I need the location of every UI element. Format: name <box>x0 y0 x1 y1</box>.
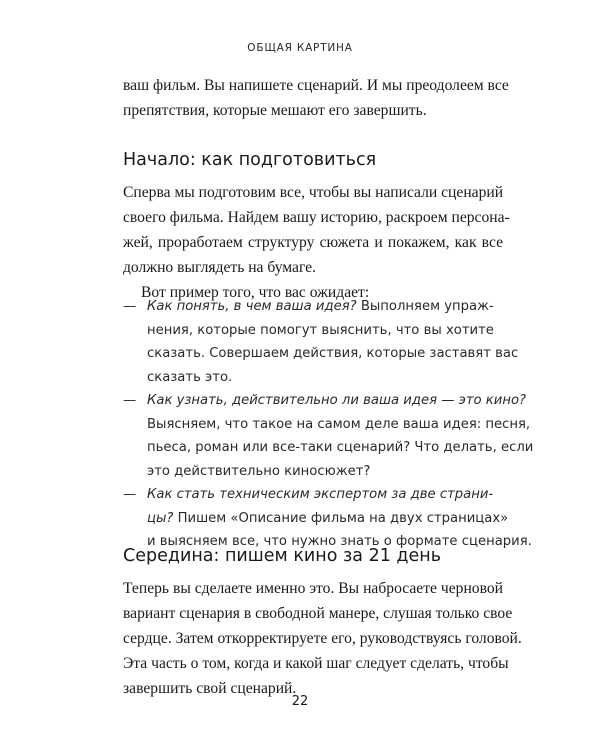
dash: — <box>123 393 137 408</box>
text-line: сердце. Затем откорректируете его, руководствуясь головой. <box>123 630 522 647</box>
text-line: должно выглядеть на бумаге. <box>123 259 316 276</box>
text-line: Сперва мы подготовим все, чтобы вы написали сценарий <box>123 184 504 201</box>
item-question: Как узнать, действительно ли ваша идея — это кино? <box>147 393 527 408</box>
intro-paragraph <box>123 73 509 123</box>
list-item <box>123 389 534 483</box>
running-head: ОБЩАЯ КАРТИНА <box>247 42 353 54</box>
dash: — <box>123 299 137 314</box>
item-text: Выполняем упраж- <box>356 299 494 314</box>
item-text: нения, которые помогут выяснить, что вы хотите <box>147 322 494 338</box>
text-line: ваш фильм. Вы напишете сценарий. И мы преодолеем все <box>123 77 509 94</box>
text-line: препятствия, которые мешают его завершить. <box>123 102 427 119</box>
item-text: и выясняем все, что нужно знать о формате сценария. <box>147 534 532 549</box>
text-line: завершить свой сценарий. <box>123 680 297 697</box>
list-lead: Вот пример того, что вас ожидает: <box>141 284 370 301</box>
dash: — <box>123 487 137 502</box>
item-text: это действительно киносюжет? <box>147 463 371 479</box>
section1-paragraph <box>123 180 510 305</box>
item-text: сказать. Совершаем действия, которые заставят вас <box>147 346 519 361</box>
list-item <box>123 483 532 554</box>
text-line: своего фильма. Найдем вашу историю, раскроем персона- <box>123 209 510 226</box>
item-text: пьеса, роман или все-таки сценарий? Что делать, если <box>147 440 534 455</box>
item-text: Пишем «Описание фильма на двух страницах» <box>173 510 509 526</box>
item-question: Как понять, в чем ваша идея? <box>147 299 357 314</box>
text-line: вариант сценария в свободной манере, слушая только свое <box>123 605 513 622</box>
item-text: сказать это. <box>147 369 233 385</box>
page-number: 22 <box>291 694 309 709</box>
question-list <box>123 295 534 554</box>
section-heading-beginning: Начало: как подготовиться <box>123 150 377 170</box>
section-heading-middle: Середина: пишем кино за 21 день <box>123 546 442 566</box>
item-text: Выясняем, что такое на самом деле ваша идея: песня, <box>147 416 531 432</box>
list-item <box>123 295 519 389</box>
item-question: Как стать техническим экспертом за две страни- <box>147 487 494 502</box>
text-line: Теперь вы сделаете именно это. Вы набросаете черновой <box>123 580 503 597</box>
item-question: цы? <box>147 510 174 526</box>
text-line: жей, проработаем структуру сюжета и покажем, как все <box>123 234 503 251</box>
section2-paragraph <box>123 576 522 701</box>
text-line: Эта часть о том, когда и какой шаг следует сделать, чтобы <box>123 655 509 672</box>
